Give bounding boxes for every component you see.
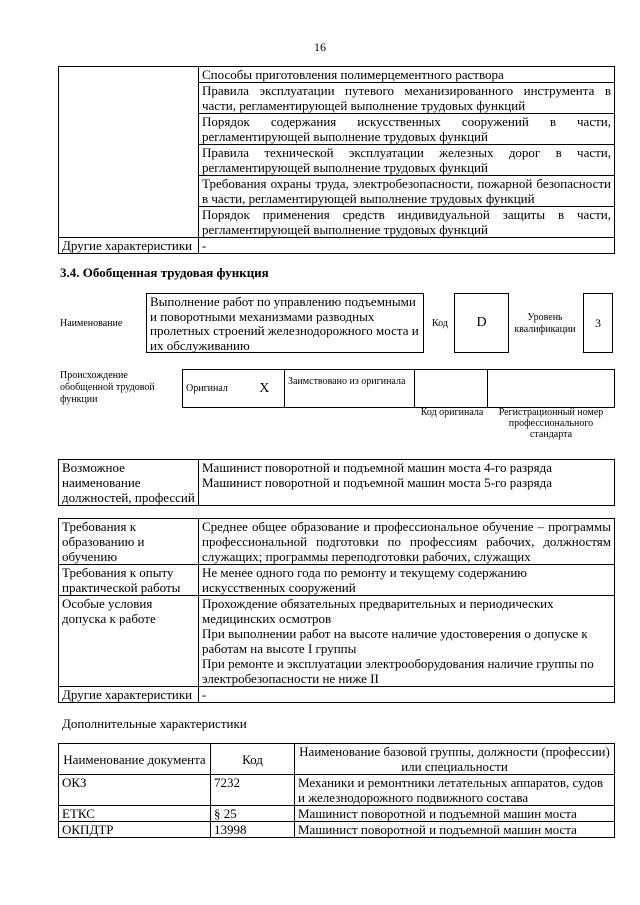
knowledge-table xyxy=(58,66,615,254)
group-name: Машинист поворотной и подъемной машин моста xyxy=(295,806,615,822)
other-characteristics-value: - xyxy=(199,238,615,254)
requirement-label: Требования к опыту практической работы xyxy=(59,565,199,596)
naming-value: Выполнение работ по управлению подъемными и поворотными механизмами разводных пролетных строений железнодорожного моста и их обслуживанию xyxy=(146,293,424,353)
borrowed-label: Заимствовано из оригинала xyxy=(285,370,415,408)
group-name: Механики и ремонтники летательных аппаратов, судов и железнодорожного подвижного состава xyxy=(295,775,615,806)
other-characteristics-label: Другие характеристики xyxy=(59,238,199,254)
header-group: Наименование базовой группы, должности (профессии) или специальности xyxy=(295,744,615,775)
table-row xyxy=(59,460,615,506)
header-document: Наименование документа xyxy=(59,744,211,775)
document-code: § 25 xyxy=(211,806,295,822)
requirement-label: Требования к образованию и обучению xyxy=(59,519,199,565)
positions-table xyxy=(58,459,615,506)
section-title: 3.4. Обобщенная трудовая функция xyxy=(60,265,269,280)
table-row xyxy=(59,565,615,596)
group-name: Машинист поворотной и подъемной машин моста xyxy=(295,822,615,838)
knowledge-item: Правила эксплуатации путевого механизированного инструмента в части, регламентирующей выполнение трудовых функций xyxy=(199,83,615,114)
requirement-value: Не менее одного года по ремонту и текущему содержанию искусственных сооружений xyxy=(199,565,615,596)
knowledge-item: Порядок применения средств индивидуальной защиты в части, регламентирующей выполнение трудовых функций xyxy=(199,207,615,238)
table-row xyxy=(59,519,615,565)
requirement-line: При ремонте и эксплуатации электрооборудования наличие группы по электробезопасности не ниже II xyxy=(202,656,594,686)
position-item: Машинист поворотной и подъемной машин моста 4-го разряда xyxy=(202,460,552,475)
requirement-label: Другие характеристики xyxy=(59,687,199,703)
knowledge-item: Порядок содержания искусственных сооружений в части, регламентирующей выполнение трудовых функций xyxy=(199,114,615,145)
original-mark: X xyxy=(245,370,285,408)
table-row xyxy=(59,596,615,687)
table-row xyxy=(183,370,615,408)
table-row xyxy=(59,687,615,703)
requirement-value xyxy=(199,596,615,687)
table-row xyxy=(59,822,615,838)
origin-table xyxy=(182,369,615,408)
document-name: ЕТКС xyxy=(59,806,211,822)
code-label: Код xyxy=(432,318,448,329)
registration-number-cell xyxy=(488,370,615,408)
document-name: ОКПДТР xyxy=(59,822,211,838)
naming-label: Наименование xyxy=(60,318,123,329)
page-number: 16 xyxy=(314,40,326,54)
knowledge-item: Требования охраны труда, электробезопасности, пожарной безопасности в части, регламентирующей выполнение трудовых функций xyxy=(199,176,615,207)
table-row xyxy=(59,67,615,83)
registration-caption: Регистрационный номер профессионального стандарта xyxy=(498,407,604,440)
level-value: 3 xyxy=(583,293,613,353)
table-row xyxy=(59,806,615,822)
table-header-row xyxy=(59,744,615,775)
positions-label: Возможное наименование должностей, профессий xyxy=(59,460,199,506)
table-row xyxy=(59,775,615,806)
knowledge-item: Правила технической эксплуатации железных дорог в части, регламентирующей выполнение трудовых функций xyxy=(199,145,615,176)
requirement-line: Прохождение обязательных предварительных и периодических медицинских осмотров xyxy=(202,596,554,626)
document-code: 13998 xyxy=(211,822,295,838)
position-item: Машинист поворотной и подъемной машин моста 5-го разряда xyxy=(202,475,552,490)
additional-table xyxy=(58,743,615,838)
level-label: Уровень квалификации xyxy=(514,312,576,335)
code-value: D xyxy=(454,293,509,353)
positions-values xyxy=(199,460,615,506)
original-code-cell xyxy=(415,370,488,408)
original-label: Оригинал xyxy=(183,370,245,408)
requirement-value: Среднее общее образование и профессиональное обучение – программы профессиональной подготовки по профессиям рабочих, должностям служащих; программы переподготовки рабочих, служащих xyxy=(199,519,615,565)
requirement-line: При выполнении работ на высоте наличие удостоверения о допуске к работам на высоте I группы xyxy=(202,626,588,656)
requirement-label: Особые условия допуска к работе xyxy=(59,596,199,687)
origin-label: Происхождение обобщенной трудовой функции xyxy=(60,370,155,405)
document-code: 7232 xyxy=(211,775,295,806)
knowledge-item: Способы приготовления полимерцементного раствора xyxy=(199,67,615,83)
table-row xyxy=(59,238,615,254)
code-caption: Код оригинала xyxy=(420,407,484,418)
requirements-table xyxy=(58,518,615,703)
requirement-value: - xyxy=(199,687,615,703)
header-code: Код xyxy=(211,744,295,775)
additional-title: Дополнительные характеристики xyxy=(62,716,247,731)
document-name: ОКЗ xyxy=(59,775,211,806)
